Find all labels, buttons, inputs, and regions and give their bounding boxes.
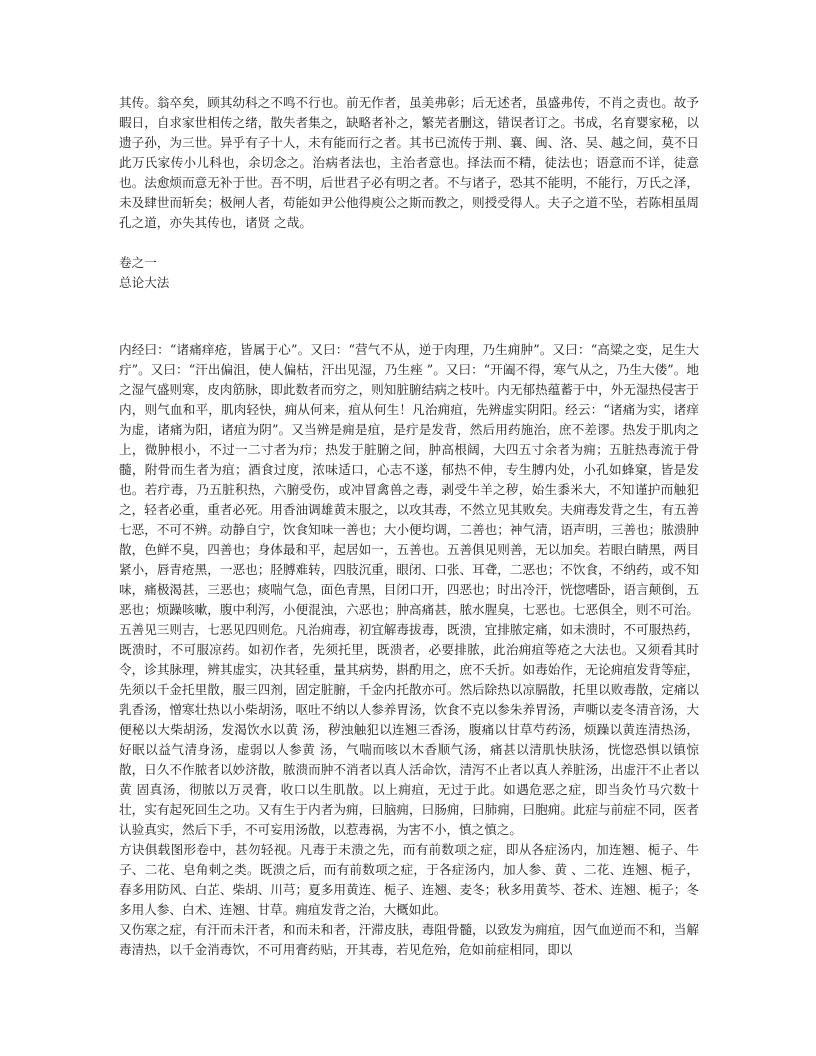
section-title: 总论大法 [119, 275, 170, 290]
preface-paragraph: 其传。翁卒矣，顾其幼科之不鸣不行也。前无作者，虽美弗彰；后无述者，虽盛弗传，不肖之责也。故予暇日，自求家世相传之绪，散失者集之，缺略者补之，繁芜者删这，错误者订之。书成，名育婴家秘，以遗子孙，为三世。异乎有子十人，未有能而行之者。其书已流传于荆、襄、闽、洛、吴、越之间，莫不日此万氏家传小儿科也，余切念之。治病者法也，主治者意也。择法而不精，徒法也；语意而不详，徒意也。法愈烦而意无补于世。吾不明，后世君子必有明之者。不与诸子，恐其不能明，不能行，万氏之泽，未及肆世而斩矣；极闸人者，苟能如尹公他得庾公之斯而教之，则授受得人。夫子之道不坠，若陈相虽周孔之道，亦失其传也，诸贤 之哉。 [119, 95, 699, 230]
body-paragraph: 方诀俱载图形卷中，甚勿轻视。凡毒于未溃之先，而有前数项之症，即从各症汤内，加连翘、栀子、牛子、二花、皂角刺之类。既溃之后，而有前数项之症，于各症汤内，加人参、黄 、二花、连翘、栀子，春多用防风、白芷、柴胡、川芎；夏多用黄连、栀子、连翘、麦冬；秋多用黄芩、苍术、连翘、栀子；冬多用人参、白术、连翘、甘草。痈疽发背之治，大概如此。 [119, 842, 699, 917]
document-page [119, 93, 699, 960]
section-spacer [119, 293, 699, 340]
body-paragraph: 内经曰：“诸痛痒疮，皆属于心”。又曰：“营气不从，逆于肉理，乃生痈肿”。又曰：“高粱之变，足生大疔”。又曰：“汗出偏沮，使人偏枯，汗出见湿，乃生痤 ”。又曰：“开阖不得，寒气从之，乃生大偻”。地之湿气盛则寒，皮肉筋脉，即此数者而穷之，则知脏腑结病之枝叶。内无郁热蕴蓄于中，外无湿热侵害于内，则气血和平，肌肉轻快，痈从何来，疽从何生！凡治痈疽，先辨虚实阴阳。经云：“诸痛为实，诸痒为虚，诸痛为阳，诸疽为阴”。又当辨是痈是疽，是疔是发背，然后用药施治，庶不差谬。热发于肌肉之上，微肿根小，不过一二寸者为疖；热发于脏腑之间，肿高根阔，大四五寸余者为痈；五脏热毒流于骨髓，附骨而生者为疽；酒食过度，浓味适口，心志不遂，郁热不伸，专生膊内处，小孔如蜂窠，皆是发也。若疔毒，乃五脏积热，六腑受伤，或冲冒禽兽之毒，剥受牛羊之秽，始生黍米大，不知谨护而触犯之，轻者必重，重者必死。用香油调雄黄末服之，以攻其毒，不然立见其败矣。夫痈毒发背之生，有五善七恶，不可不辨。动静自宁，饮食知味一善也；大小便均调，二善也；神气清，语声明，三善也；脓溃肿散，色鲜不臭，四善也；身体最和平，起居如一，五善也。五善俱见则善，无以加矣。若眼白睛黑，两目紧小，唇青疮黑，一恶也；胫膊难转，四肢沉重，眼闭、口张、耳聋，二恶也；不饮食，不纳药，或不知味，痛极渴甚，三恶也；痰喘气急，面色青黑，目闭口开，四恶也；时出冷汗，恍惚嗜卧，语言颠倒，五恶也；烦躁咳嗽，腹中利泻，小便混浊，六恶也；肿高痛甚，脓水腥臭，七恶也。七恶俱全，则不可治。五善见三则吉，七恶见四则危。凡治痈毒，初宜解毒拔毒，既溃，宜排脓定痛，如未溃时，不可服热药，既溃时，不可服凉药。如初作者，先须托里，既溃者，必要排脓，此治痈疽等疮之大法也。又须看其时令，诊其脉理，辨其虚实，决其轻重，量其病势，斟酌用之，庶不夭折。如毒始作，无论痈疽发背等症，先须以千金托里散，服三四剂，固定脏腑，千金内托散亦可。然后除热以凉膈散，托里以败毒散，定痛以乳香汤，憎寒壮热以小柴胡汤，呕吐不纳以人参养胃汤，饮食不克以参朱养胃汤，声嘶以麦冬清音汤，大便秘以大柴胡汤，发渴饮水以黄 汤，秽浊触犯以连翘三香汤，腹痛以甘草芍药汤，烦躁以黄连清热汤，好眠以益气清身汤，虚弱以人参黄 汤，气喘而咳以木香顺气汤，痛甚以清肌快肤汤，恍惚恐惧以镇惊散，日久不作脓者以妙济散，脓溃而肿不消者以真人活命饮，清泻不止者以真人养脏汤，出虚汗不止者以黄 固真汤，彻脓以万灵膏，收口以生肌散。以上痈疽，无过于此。如遇危恶之症，即当灸竹马穴数十壮，实有起死回生之功。又有生于内者为痈，曰脑痈，曰肠痈，曰肺痈，曰胞痈。此症与前症不同，医者认验真实，然后下手，不可妄用汤散，以惹毒祸，为害不小，慎之慎之。 [119, 342, 699, 837]
volume-heading: 卷之一 [119, 255, 157, 270]
body-paragraph: 又伤寒之症，有汗而未汗者，和而未和者，汗滞皮肤，毒阻骨髓，以致发为痈疽，因气血逆而不和，当解毒清热，以千金消毒饮，不可用膏药贴，开其毒，若见危殆，危如前症相同，即以 [119, 922, 699, 957]
